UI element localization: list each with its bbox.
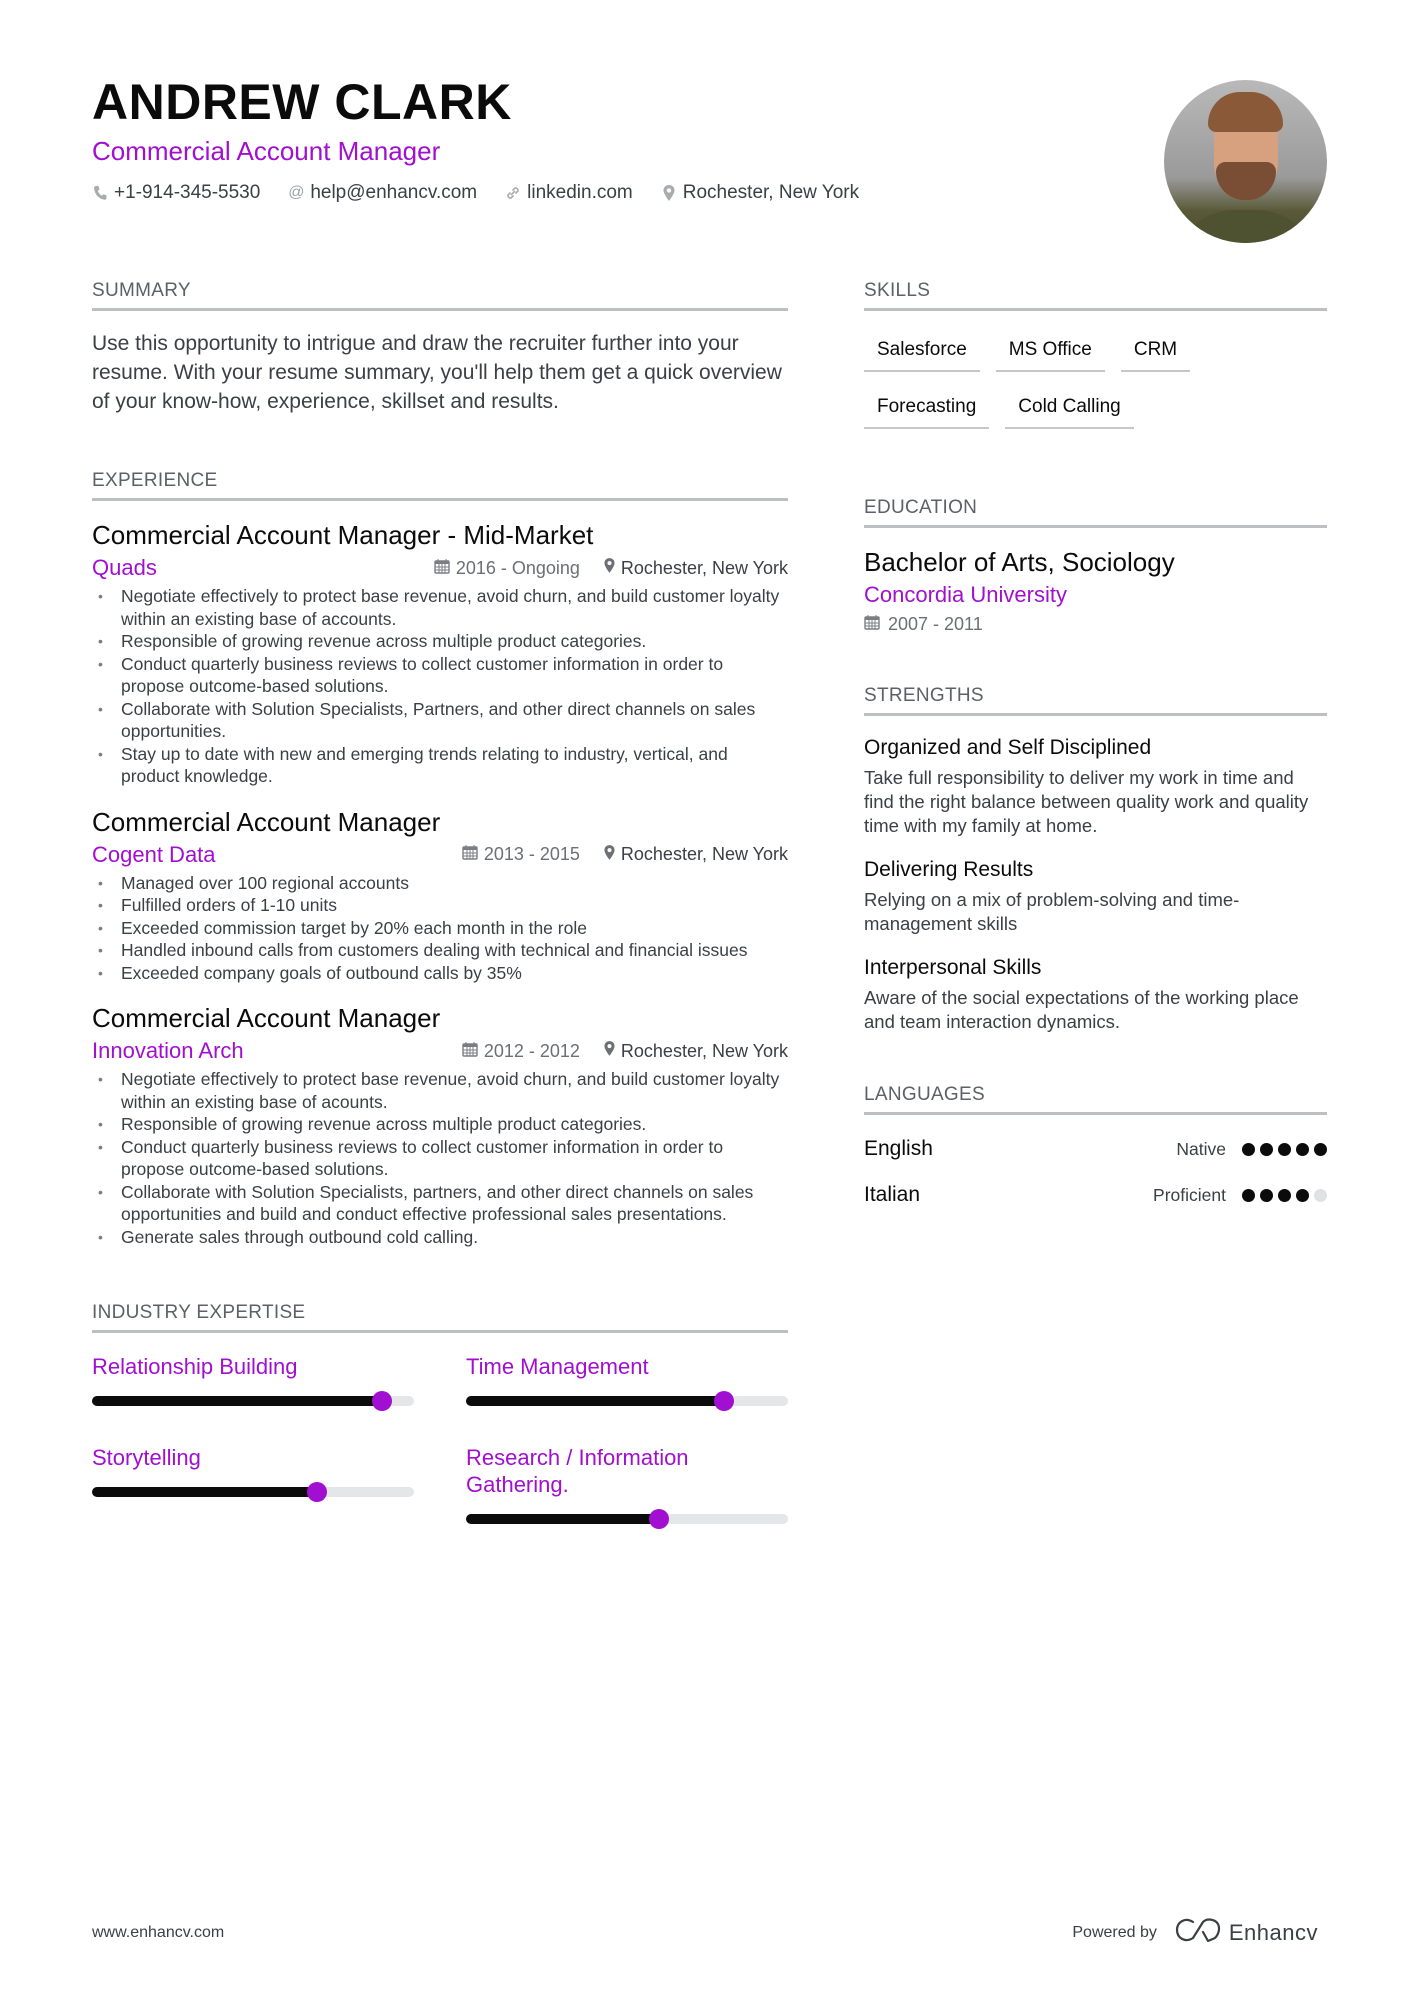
location-pin-icon (661, 185, 677, 201)
bullet: • Generate sales through outbound cold calling. (92, 1226, 788, 1249)
bullet: • Responsible of growing revenue across multiple product categories. (92, 630, 788, 653)
experience-item (92, 806, 788, 985)
resume-header (92, 72, 1092, 204)
languages-section (864, 1084, 1327, 1207)
contact-location-text: Rochester, New York (682, 182, 860, 203)
bullet: • Exceeded commission target by 20% each month in the role (92, 917, 788, 940)
experience-role: Commercial Account Manager (92, 1003, 441, 1033)
experience-company: Cogent Data (92, 841, 216, 867)
strength-title: Organized and Self Disciplined (864, 736, 1152, 759)
candidate-title: Commercial Account Manager (92, 136, 441, 166)
industry-expertise-heading: INDUSTRY EXPERTISE (92, 1302, 788, 1333)
experience-role: Commercial Account Manager (92, 806, 441, 837)
enhancv-logo-icon (1175, 1918, 1221, 1948)
experience-location: Rochester, New York (620, 844, 788, 864)
expertise-level-bar (466, 1396, 788, 1406)
strength-item (864, 734, 1327, 838)
education-school: Concordia University (864, 582, 1067, 607)
bullet: • Negotiate effectively to protect base revenue, avoid churn, and build customer loyalty within an existing base of accounts. (92, 585, 788, 630)
contact-linkedin-text[interactable]: linkedin.com (527, 182, 633, 203)
expertise-label: Relationship Building (92, 1354, 298, 1379)
at-icon: @ (288, 184, 305, 201)
experience-bullets (92, 872, 788, 985)
education-heading: EDUCATION (864, 497, 1327, 528)
link-icon (505, 185, 521, 201)
bullet: • Conduct quarterly business reviews to collect customer information in order to propose outcome-based solutions. (92, 1136, 788, 1181)
left-column (92, 280, 788, 1564)
bullet: • Responsible of growing revenue across multiple product categories. (92, 1113, 788, 1136)
skill-tag: MS Office (996, 331, 1105, 372)
experience-section (92, 470, 788, 1248)
experience-bullets (92, 585, 788, 788)
candidate-name: ANDREW CLARK (92, 74, 512, 130)
contact-email-text[interactable]: help@enhancv.com (310, 182, 478, 203)
expertise-item (92, 1444, 414, 1524)
strengths-heading: STRENGTHS (864, 685, 1327, 716)
contact-email[interactable] (288, 182, 477, 204)
skill-tag: Cold Calling (1005, 388, 1133, 429)
profile-photo (1164, 80, 1327, 243)
language-item (864, 1137, 1327, 1161)
bullet: • Fulfilled orders of 1-10 units (92, 894, 788, 917)
skill-tag: Forecasting (864, 388, 989, 429)
industry-expertise-section (92, 1302, 788, 1524)
footer-url[interactable]: www.enhancv.com (92, 1924, 225, 1941)
expertise-item (466, 1444, 788, 1524)
strength-description: Take full responsibility to deliver my work in time and find the right balance between quality work and quality time with my family at home. (864, 767, 1309, 836)
bullet: • Collaborate with Solution Specialists, Partners, and other direct channels on sales opportunities. (92, 698, 788, 743)
strength-item (864, 954, 1327, 1034)
location-pin-icon (604, 845, 615, 865)
experience-dates: 2016 - Ongoing (455, 557, 580, 578)
strength-description: Relying on a mix of problem-solving and time-management skills (864, 889, 1240, 934)
contact-location (661, 182, 859, 204)
skills-section (864, 280, 1327, 429)
languages-heading: LANGUAGES (864, 1084, 1327, 1115)
contact-row (92, 182, 1092, 204)
strength-item (864, 856, 1327, 936)
summary-text: Use this opportunity to intrigue and draw the recruiter further into your resume. With your resume summary, you'll help them get a quick overview of your know-how, experience, skillset and results. (92, 332, 782, 413)
phone-icon (92, 185, 108, 201)
experience-role: Commercial Account Manager - Mid-Market (92, 520, 594, 550)
language-proficiency-dots (1242, 1143, 1327, 1156)
strength-description: Aware of the social expectations of the working place and team interaction dynamics. (864, 987, 1299, 1032)
experience-location: Rochester, New York (620, 1040, 788, 1061)
skill-tag: Salesforce (864, 331, 980, 372)
contact-phone (92, 182, 260, 204)
strength-title: Delivering Results (864, 858, 1034, 881)
bullet: • Conduct quarterly business reviews to collect customer information in order to propose outcome-based solutions. (92, 653, 788, 698)
location-pin-icon (604, 1041, 615, 1061)
summary-heading: SUMMARY (92, 280, 788, 311)
contact-linkedin[interactable] (505, 182, 633, 204)
expertise-label: Storytelling (92, 1445, 201, 1470)
expertise-level-bar (92, 1396, 414, 1406)
experience-company: Quads (92, 555, 157, 580)
language-level: Proficient (1153, 1184, 1226, 1205)
calendar-icon (864, 614, 880, 635)
summary-section (92, 280, 788, 416)
page-footer (92, 1918, 1318, 1948)
language-proficiency-dots (1242, 1189, 1327, 1202)
brand-logo[interactable] (1175, 1918, 1318, 1948)
powered-by-label: Powered by (1072, 1924, 1157, 1941)
brand-name: Enhancv (1228, 1920, 1318, 1945)
contact-phone-text: +1-914-345-5530 (114, 182, 261, 203)
experience-item (92, 1002, 788, 1248)
education-section (864, 497, 1327, 635)
experience-bullets (92, 1068, 788, 1248)
bullet: • Stay up to date with new and emerging trends relating to industry, vertical, and product knowledge. (92, 743, 788, 788)
strengths-section (864, 685, 1327, 1034)
experience-item (92, 519, 788, 788)
bullet: • Collaborate with Solution Specialists, partners, and other direct channels on sales opportunities and build and conduct effective professional sales presentations. (92, 1181, 788, 1226)
calendar-icon (462, 1041, 478, 1062)
experience-heading: EXPERIENCE (92, 470, 788, 501)
bullet: • Managed over 100 regional accounts (92, 872, 788, 895)
education-dates: 2007 - 2011 (888, 614, 983, 634)
strength-title: Interpersonal Skills (864, 956, 1042, 979)
language-item (864, 1183, 1327, 1207)
calendar-icon (462, 844, 478, 865)
right-column (864, 280, 1327, 1247)
expertise-level-bar (466, 1514, 788, 1524)
experience-company: Innovation Arch (92, 1038, 244, 1063)
expertise-label: Research / Information Gathering. (466, 1445, 689, 1497)
bullet: • Exceeded company goals of outbound calls by 35% (92, 962, 788, 985)
expertise-item (466, 1353, 788, 1406)
experience-location: Rochester, New York (620, 557, 788, 578)
experience-dates: 2012 - 2012 (483, 1040, 580, 1061)
experience-dates: 2013 - 2015 (483, 844, 580, 864)
education-degree: Bachelor of Arts, Sociology (864, 547, 1175, 577)
expertise-label: Time Management (466, 1354, 649, 1379)
language-name: English (864, 1137, 933, 1160)
calendar-icon (434, 558, 450, 579)
bullet: • Handled inbound calls from customers dealing with technical and financial issues (92, 939, 788, 962)
skill-tag: CRM (1121, 331, 1190, 372)
language-name: Italian (864, 1183, 921, 1206)
location-pin-icon (604, 558, 615, 578)
language-level: Native (1176, 1138, 1226, 1159)
bullet: • Negotiate effectively to protect base revenue, avoid churn, and build customer loyalty within an existing base of acounts. (92, 1068, 788, 1113)
skills-heading: SKILLS (864, 280, 1327, 311)
expertise-level-bar (92, 1487, 414, 1497)
expertise-item (92, 1353, 414, 1406)
